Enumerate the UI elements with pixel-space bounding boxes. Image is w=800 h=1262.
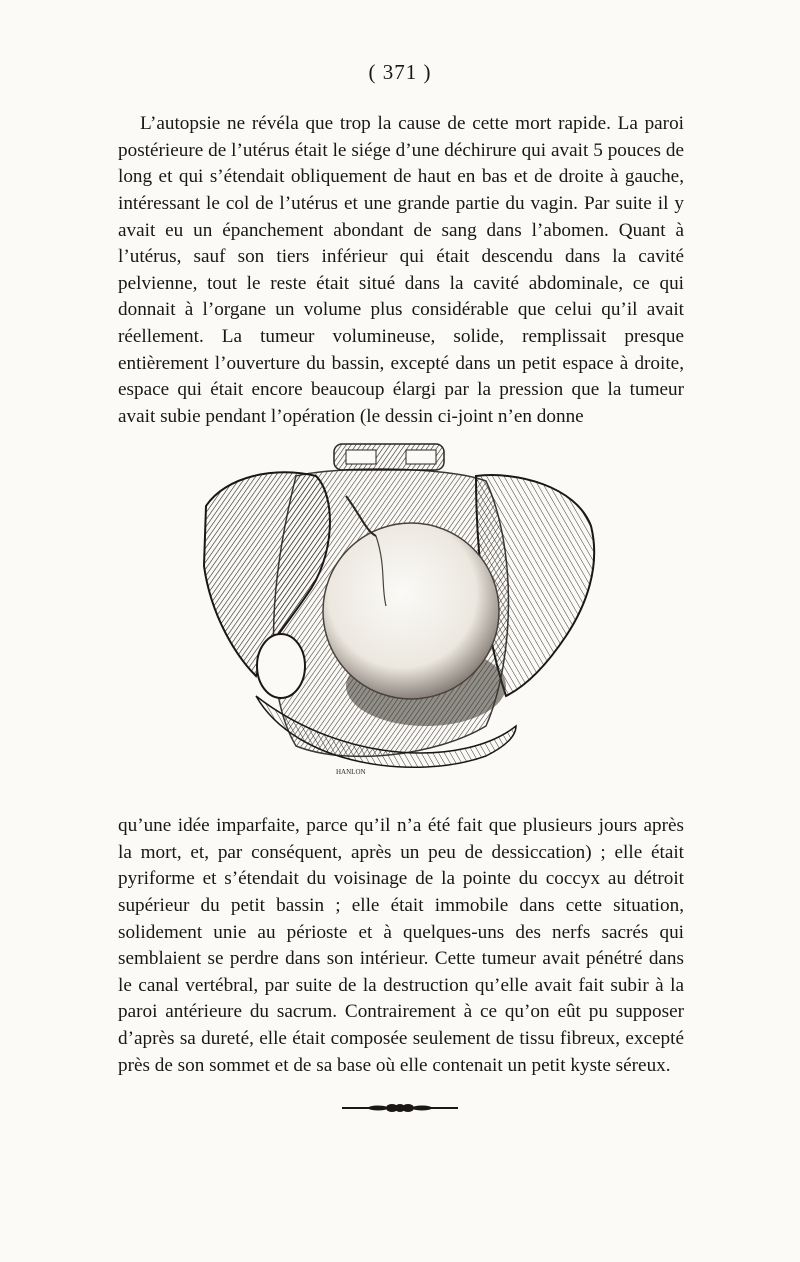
end-ornament [340, 1100, 460, 1116]
pelvis-engraving-icon [186, 436, 606, 786]
paragraph-2: qu’une idée imparfaite, parce qu’il n’a été fait que plusieurs jours après la mort, et, par conséquent, après un peu de dessiccation) ; elle était pyriforme et s’étendait du voisinage de la pointe du coccyx au détroit supérieur du petit bassin ; elle était immobile dans cette situation, solidement unie au périoste et à quelques-uns des nerfs sacrés qui semblaient se perdre dans son intérieur. Cette tumeur avait pénétré dans le canal vertébral, par suite de la destruction qu’elle avait fait subir à la paroi antérieure du sacrum. Contrairement à ce qu’on eût pu supposer d’après sa dureté, elle était composée seulement de tissu fibreux, excepté près de son sommet et de sa base où elle contenait un petit kyste séreux. [118, 815, 684, 1076]
pelvis-illustration [186, 436, 606, 786]
ornament-icon [340, 1100, 460, 1116]
paragraph-1: L’autopsie ne révéla que trop la cause de cette mort rapide. La paroi postérieure de l’utérus était le siége d’une déchirure qui avait 5 pouces de long et qui s’étendait obliquement de haut en bas et de droite à gauche, intéressant le col de l’utérus et une grande partie du vagin. Par suite il y avait eu un épanchement abondant de sang dans l’abomen. Quant à l’utérus, sauf son tiers inférieur qui était descendu dans la cavité pelvienne, tout le reste était situé dans la cavité abdominale, ce qui donnait à l’organe un volume plus considérable que celui qu’il avait réellement. La tumeur volumineuse, solide, remplissait presque entièrement l’ouverture du bassin, excepté dans un petit espace à droite, espace qui était encore beaucoup élargi par la pression que la tumeur avait subie pendant l’opération (le dessin ci-joint n’en donne [118, 113, 684, 427]
page-number: ( 371 ) [368, 60, 432, 84]
engraver-signature: HANLON [336, 768, 366, 776]
